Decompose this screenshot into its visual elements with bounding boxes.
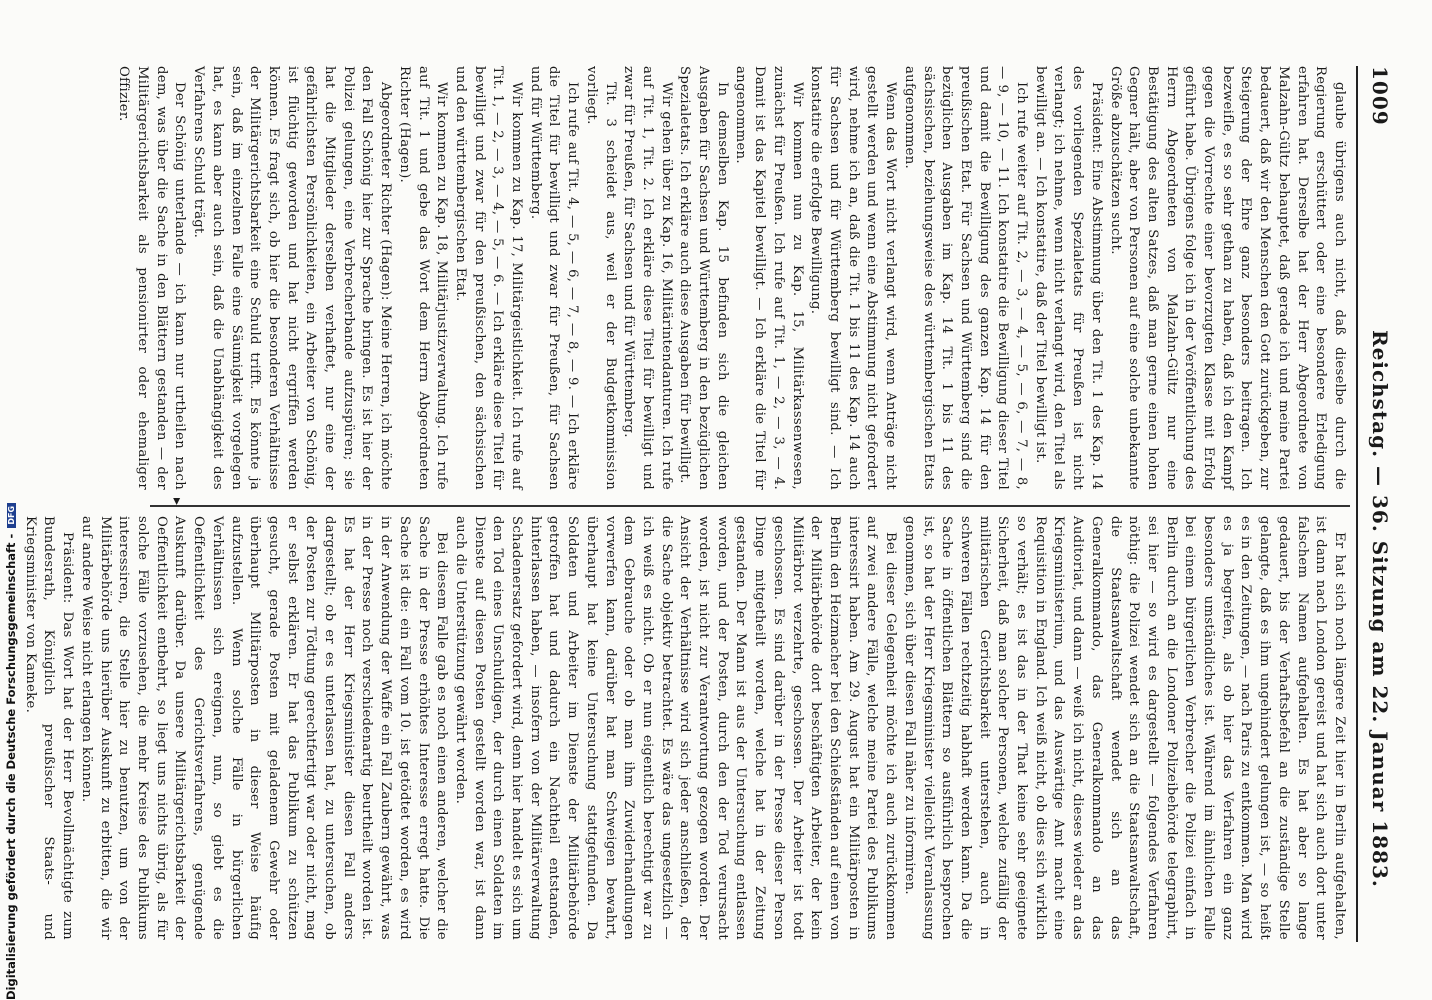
credit-text: Digitalisierung gefördert durch die Deutsche Forschungsgemeinschaft - bbox=[4, 533, 18, 1000]
right-column bbox=[22, 516, 1348, 940]
column-marker-icon: ▸ bbox=[169, 498, 185, 506]
dfg-logo-icon: DFG bbox=[7, 503, 16, 528]
running-title: Reichstag. — 36. Sitzung am 22. Januar 1883. bbox=[1368, 330, 1392, 888]
left-column bbox=[116, 66, 1348, 490]
paragraph: Ich rufe auf Tit. 4, — 5, — 6, — 7, — 8, — 9. — Ich erkläre die Titel für bewilligt und zwar für Preußen, für Sachsen und für Württemberg. bbox=[527, 66, 581, 490]
paragraph: Wenn das Wort nicht verlangt wird, wenn Anträge nicht gestellt werden und wenn eine Abstimmung nicht gefordert wird, nehme ich an, daß die Tit. 1 bis 11 des Kap. 14 auch für Sachsen und für Württemberg bewilligt sind. — Ich konstatire die erfolgte Bewilligung. bbox=[808, 66, 899, 490]
paragraph: Bei dieser Gelegenheit möchte ich auch zurückkommen auf zwei andere Fälle, welche meine Partei des Publikums interessirt haben. Am 29. August hat ein Militärposten in Berlin den Heizmacher bei den Schießständen auf einen von der Militärbehörde dort beschäftigten Arbeiter, der kein Militärbrot verzehrte, geschossen. Der Arbeiter ist todt geschossen. Es sind darüber in der Presse dieser Person Dinge mitgetheilt worden, welche hat in der Zeitung gestanden. Der Mann ist aus der Untersuchung entlassen worden, und der Posten, durch den der Tod verursacht worden, ist nicht zur Verantwortung gezogen worden. Der Ansicht der Verhältnisse wird sich jeder anschließen, der die Sache objektiv betrachtet. Es wäre das ungesetzlich — ich weiß es nicht. Ob er nun eigentlich berechtigt war zu dem Gebrauche oder ob man ihm Zuwiderhandlungen vorwerfen kann, darüber hat man Schweigen bewahrt, überhaupt hat keine Untersuchung stattgefunden. Da Soldaten und Arbeiter im Dienste der Militärbehörde getroffen hat und dadurch ein Nachtheil entstanden, hinterlassen haben, — insofern von der Militärverwaltung Schadenersatz gefordert wird, denn hier handelt es sich um den Tod eines Unschuldigen, der durch einen Soldaten im Dienste auf diesen Posten gestellt worden war, ist dann auch die Unterstützung gewährt worden. bbox=[452, 516, 899, 940]
paragraph: Tit. 3 scheidet aus, weil er der Budgetkommission vorliegt. bbox=[583, 66, 618, 490]
paragraph: Wir kommen zu Kap. 17, Militärgeistlichkeit. Ich rufe auf Tit. 1, — 2, — 3, — 4, — 5, — 6. — Ich erkläre diese Titel für bewilligt und zwar für den preußischen, den sächsischen und den württembergischen Etat. bbox=[452, 66, 525, 490]
paragraph: Wir kommen zu Kap. 18, Militärjustizverwaltung. Ich rufe auf Tit. 1 und gebe das Wort dem Herrn Abgeordneten Richter (Hagen). bbox=[396, 66, 450, 490]
paragraph: Präsident: Das Wort hat der Herr Bevollmächtigte zum Bundesrath, Königlich preußischer Staats- und Kriegsminister von Kameke. bbox=[22, 516, 76, 940]
header-rule bbox=[1356, 66, 1358, 942]
column-divider bbox=[150, 505, 1350, 507]
paragraph: In demselben Kap. 15 befinden sich die gleichen Ausgaben für Sachsen und Württemberg in den bezüglichen Spezialetats. Ich erkläre auch diese Ausgaben für bewilligt. bbox=[677, 66, 730, 490]
paragraph: Der Schönig unterlande — ich kann nur urtheilen nach dem, was über die Sache in den Blättern gestanden — der Militärgerichtsbarkeit als pensionirter oder ehemaliger Offizier. bbox=[116, 66, 188, 490]
paragraph: Abgeordneter Richter (Hagen): Meine Herren, ich möchte den Fall Schönig hier zur Sprache bringen. Es ist hier der Polizei gelungen, eine Verbrecherbande aufzuspüren; sie hat die Mitglieder derselben verhaftet, nur eine der gefährlichsten Persönlichkeiten, ein Arbeiter von Schönig, ist flüchtig geworden und hat nicht ergriffen werden können. Es fragt sich, ob hier die besonderen Verhältnisse der Militärgerichtsbarkeit eine Schuld trifft. Es könnte ja sein, daß im einzelnen Falle eine Säumigkeit vorgelegen hat, es kann aber auch sein, daß die Unabhängigkeit des Verfahrens Schuld trägt. bbox=[191, 66, 394, 490]
paragraph: Wir kommen nun zu Kap. 15, Militärkassenwesen, zunächst für Preußen. Ich rufe auf Tit. 1, — 2, — 3, — 4. Damit ist das Kapitel bewilligt. — Ich erkläre die Titel für angenommen. bbox=[733, 66, 805, 490]
paragraph: Er hat sich noch längere Zeit hier in Berlin aufgehalten, ist dann nach London gereist und hat sich auch dort unter falschem Namen aufgehalten. Es hat aber so lange gedauert, bis der Verhaftsbefehl an die zuständige Stelle gelangte, daß es ihm ungehindert gelungen ist, — so heißt es in den Zeitungen, — nach Paris zu entkommen. Man wird es ja begreifen, als ob hier das Verfahren ein ganz besonders umständliches ist. Während im ähnlichen Falle bei einem bürgerlichen Verbrecher die Polizei einfach in Berlin durch an die Londoner Polizeibehörde telegraphirt, sei hier — so wird es dargestellt — folgendes Verfahren nöthig: die Polizei wendet sich an die Staatsanwaltschaft, die Staatsanwaltschaft wendet sich an das Generalkommando, das Generalkommando an das Auditoriat, und dann — weiß ich nicht, dieses wieder an das Kriegsministerium, und das Auswärtige Amt macht eine Requisition in England. Ich weiß nicht, ob dies sich wirklich so verhält; es ist das in der That keine sehr geeignete Sicherheit, daß man solcher Personen, welche zufällig der militärischen Gerichtsbarkeit unterstehen, auch in schweren Fällen rechtzeitig habhaft werden kann. Da die Sache in öffentlichen Blättern so ausführlich besprochen ist, so hat der Herr Kriegsminister vielleicht Veranlassung genommen, sich über diesen Fall näher zu informiren. bbox=[901, 516, 1347, 940]
paragraph: Präsident: Eine Abstimmung über den Tit. 1 des Kap. 14 des vorliegenden Spezialetats für Preußen ist nicht verlangt; ich nehme, wenn nicht verlangt wird, den Titel als bewilligt an. — Ich konstatire, daß der Titel bewilligt ist. bbox=[1032, 66, 1104, 490]
page-header bbox=[1362, 0, 1392, 1000]
paragraph: Wir gehen über zu Kap. 16, Militärintendanturen. Ich rufe auf Tit. 1, Tit. 2. Ich erkläre diese Titel für bewilligt und zwar für Preußen, für Sachsen und für Württemberg. bbox=[621, 66, 674, 490]
page-number: 1009 bbox=[1368, 66, 1392, 126]
paragraph: glaube übrigens auch nicht, daß dieselbe durch die Regierung erschüttert oder eine besondere Erledigung erfahren hat. Derselbe hat der Herr Abgeordnete von Malzahn-Gültz behauptet, daß gerade ich und meine Partei bedauert, daß wir den Menschen den Gott zurückgeben, zur Steigerung der Ehre ganz besonders beitragen. Ich bezweifle, es so sehr gethan zu haben, daß ich den Kampf gegen die Vorrechte einer bevorzugten Klasse mit Erfolg geführt habe. Übrigens folge ich in der Veröffentlichung des Herrn Abgeordneten von Malzahn-Gültz nur eine Bestätigung des alten Satzes, daß man gerne einen hohen Gegner hält, aber von Personen auf eine solche unbekannte Größe abzuschätzen sucht. bbox=[1107, 66, 1347, 490]
paragraph: Bei diesem Falle gab es noch einen anderen, welcher die Sache in der Presse erhöhtes Interesse erregt hatte. Die Sache ist die: ein Fall vom 10. ist getödtet worden, es wird in der Anwendung der Waffe ein Fall Zaubern gewährt, was in der Presse noch verschiedenartig beurtheilt worden ist. Es hat der Herr Kriegsminister diesen Fall anders dargestellt; ob er es unterlassen hat, zu untersuchen, ob der Posten zur Tödtung gerechtfertigt war oder nicht, mag er selbst erklären. Er hat das Publikum zu schützen gesucht, gerade Posten mit geladenem Gewehr oder überhaupt Militärposten in dieser Weise häufig aufzustellen. Wenn solche Fälle in bürgerlichen Verhältnissen sich ereignen, nun, so giebt es die Oeffentlichkeit des Gerichtsverfahrens, genügende Auskunft darüber. Da unsere Militärgerichtsbarkeit der Oeffentlichkeit entbehrt, so liegt uns nichts übrig, als für solche Fälle vorzusehen, die mehr Kreise des Publikums interessiren, die Stelle hier zu benutzen, um von der Militärbehörde uns hierüber Auskunft zu erbitten, die wir auf andere Weise nicht erlangen können. bbox=[78, 516, 450, 940]
scanned-page bbox=[22, 0, 1432, 1000]
paragraph: Ich rufe weiter auf Tit. 2, — 3, — 4, — 5, — 6, — 7, — 8, — 9, — 10, — 11. Ich konstatire die Bewilligung dieser Titel und damit die Bewilligung des ganzen Kap. 14 für den preußischen Etat. Für Sachsen und Württemberg sind die bezüglichen Ausgaben im Kap. 14 Tit. 1 bis 11 des sächsischen, beziehungsweise des württembergischen Etats aufgenommen. bbox=[901, 66, 1030, 490]
digitization-credit bbox=[4, 0, 18, 1000]
